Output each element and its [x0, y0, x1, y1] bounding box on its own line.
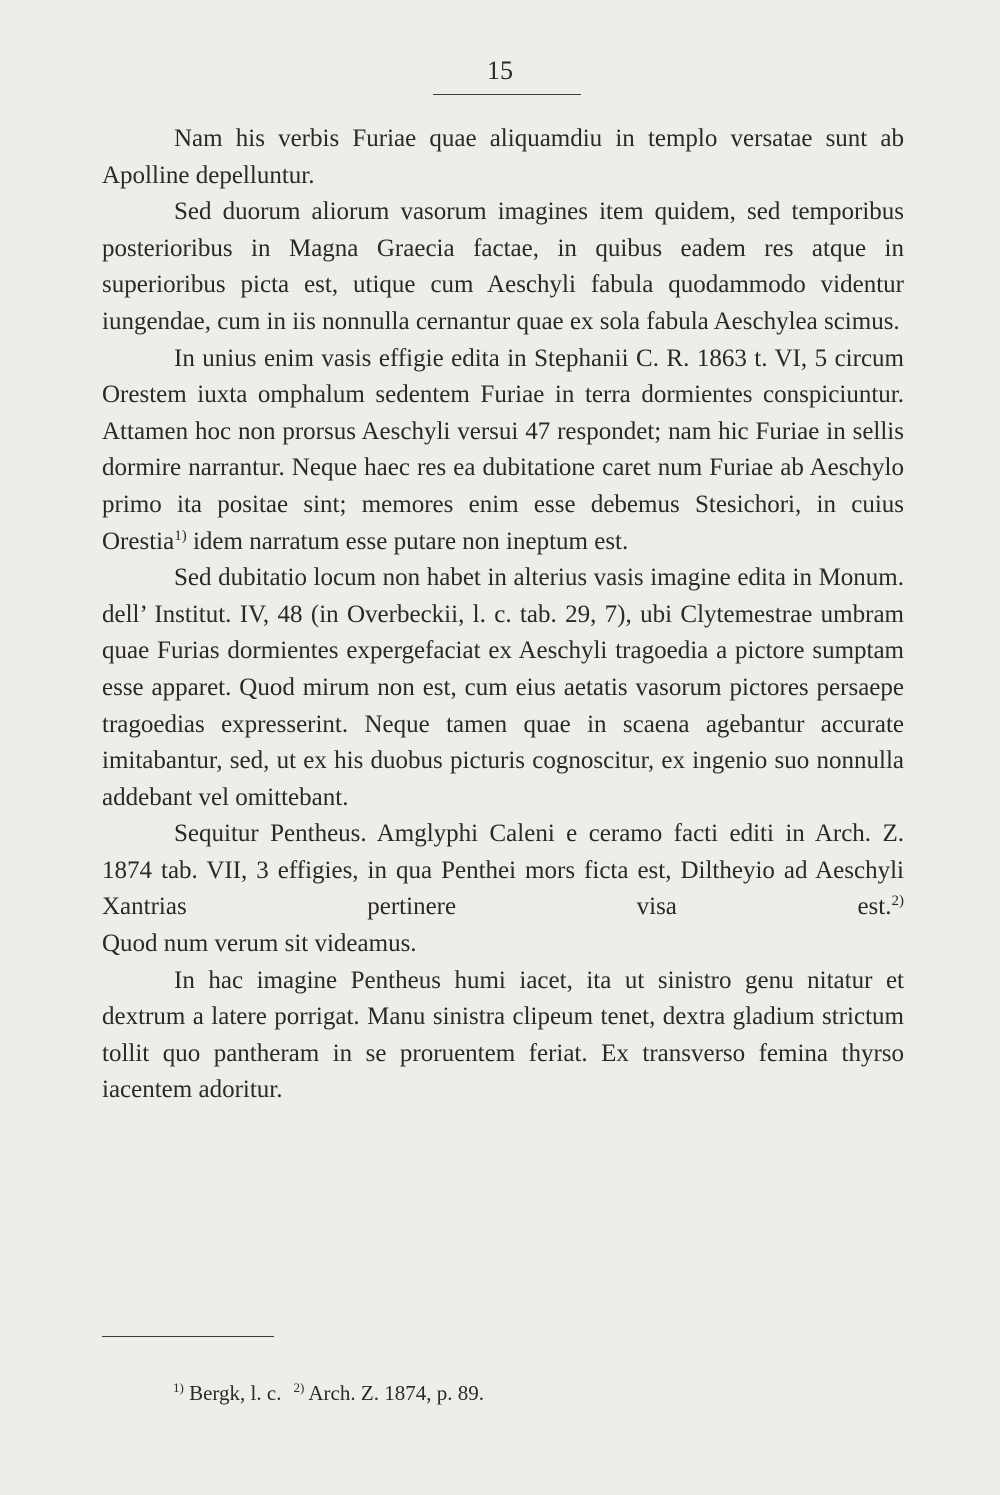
paragraph — [102, 341, 904, 561]
footnote-reference: 2) — [891, 893, 904, 910]
body-text — [102, 121, 904, 1109]
footnotes — [173, 1378, 484, 1408]
paragraph — [102, 816, 904, 926]
header-rule — [433, 94, 581, 95]
paragraph-text: In hac imagine Pentheus humi iacet, ita ut sinistro genu nitatur et dextrum a latere porrigat. Manu sinistra clipeum tenet, dextra gladium strictum tollit quo pantheram in se proruentem feriat. Ex transverso femina thyrso iacentem adoritur. — [102, 966, 904, 1104]
footnote-reference: 1) — [174, 527, 187, 544]
footnote-rule — [102, 1336, 274, 1337]
paragraph-text: Sed duorum aliorum vasorum imagines item quidem, sed temporibus posterioribus in Magna Graecia factae, in quibus eadem res atque in superioribus picta est, utique cum Aeschyli fabula quodammodo videntur iungendae, cum in iis nonnulla cernantur quae ex sola fabula Aeschylea scimus. — [102, 198, 904, 335]
footnote — [293, 1381, 484, 1405]
footnote — [173, 1381, 281, 1405]
paragraph-text: Sed dubitatio locum non habet in alterius vasis imagine edita in Monum. dell’ Institut. IV, 48 (in Overbeckii, l. c. tab. 29, 7), ubi Clytemestrae umbram quae Furias dormientes expergefaciat ex Aeschyli tragoedia a pictore sumptam esse apparet. Quod mirum non est, cum eius aetatis vasorum pictores persaepe tragoedias expresserint. Neque tamen quae in scaena agebantur accurate imitabantur, sed, ut ex his duobus picturis cognoscitur, ex ingenio suo nonnulla addebant vel omittebant. — [102, 564, 904, 811]
paragraph — [102, 194, 904, 340]
paragraph-text: Quod num verum sit videamus. — [102, 930, 417, 958]
paragraph-text: In unius enim vasis effigie edita in Stephanii C. R. 1863 t. VI, 5 circum Orestem iuxta omphalum sedentem Furiae in terra dormientes conspiciuntur. Attamen hoc non prorsus Aeschyli versui 47 respondet; nam hic Furiae in sellis dormire narrantur. Neque haec res ea dubitatione caret num Furiae ab Aeschylo primo ita positae sint; memores enim esse debemus Stesichori, in cuius Orestia — [102, 344, 904, 555]
footnote-mark: 1) — [173, 1380, 184, 1395]
paragraph-continuation — [102, 926, 904, 963]
paragraph-text: Nam his verbis Furiae quae aliquamdiu in templo versatae sunt ab Apolline depelluntur. — [102, 125, 904, 189]
paragraph-text: idem narratum esse putare non ineptum est. — [186, 527, 629, 555]
paragraph — [102, 560, 904, 816]
footnote-text: Arch. Z. 1874, p. 89. — [304, 1381, 484, 1405]
paragraph — [102, 121, 904, 194]
page-number: 15 — [487, 56, 513, 85]
footnote-text: Bergk, l. c. — [183, 1381, 282, 1405]
paragraph — [102, 963, 904, 1109]
paragraph-text: Sequitur Pentheus. Amglyphi Caleni e ceramo facti editi in Arch. Z. 1874 tab. VII, 3 effigies, in qua Penthei mors ficta est, Diltheyio ad Aeschyli Xantrias pertinere visa est. — [102, 820, 904, 921]
footnote-mark: 2) — [293, 1380, 305, 1395]
